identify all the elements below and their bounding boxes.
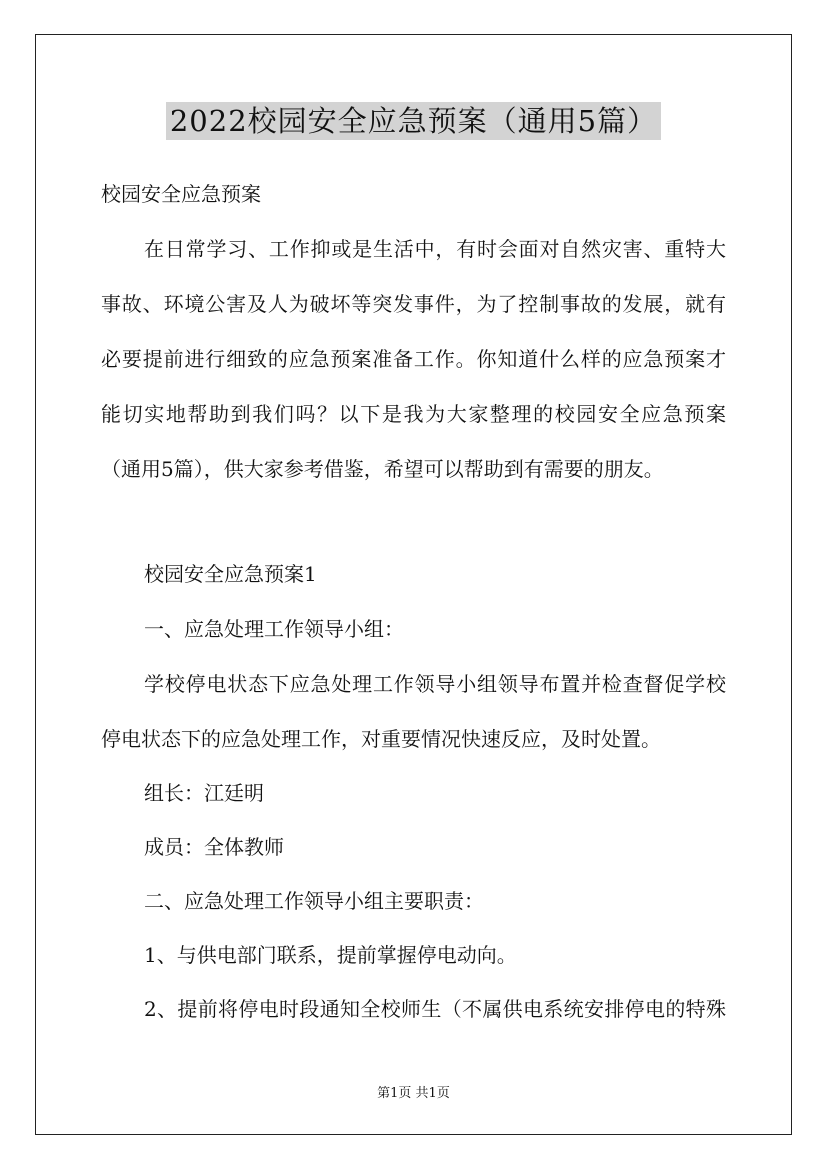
intro-line-5: （通用5篇），供大家参考借鉴，希望可以帮助到有需要的朋友。	[101, 457, 664, 481]
heading-1: 一、应急处理工作领导小组：	[144, 617, 404, 641]
list-item-2: 2、提前将停电时段通知全校师生（不属供电系统安排停电的特殊	[144, 997, 726, 1021]
intro-line-4: 能切实地帮助到我们吗？以下是我为大家整理的校园安全应急预案	[101, 402, 726, 426]
subtitle: 校园安全应急预案	[101, 182, 261, 206]
section-title: 校园安全应急预案1	[144, 562, 317, 586]
document-title: 2022校园安全应急预案（通用5篇）	[166, 102, 661, 140]
leader-line: 组长：江廷明	[144, 781, 264, 805]
members-line: 成员：全体教师	[144, 835, 284, 859]
title-container	[0, 102, 827, 140]
list-item-1: 1、与供电部门联系，提前掌握停电动向。	[144, 943, 517, 967]
intro-line-3: 必要提前进行细致的应急预案准备工作。你知道什么样的应急预案才	[101, 347, 726, 371]
para-1-line-2: 停电状态下的应急处理工作，对重要情况快速反应，及时处置。	[101, 727, 661, 751]
page-footer: 第1页 共1页	[377, 1086, 450, 1101]
heading-2: 二、应急处理工作领导小组主要职责：	[144, 889, 484, 913]
para-1-line-1: 学校停电状态下应急处理工作领导小组领导布置并检查督促学校	[144, 672, 726, 696]
intro-line-1: 在日常学习、工作抑或是生活中，有时会面对自然灾害、重特大	[144, 237, 726, 261]
intro-line-2: 事故、环境公害及人为破坏等突发事件，为了控制事故的发展，就有	[101, 292, 726, 316]
